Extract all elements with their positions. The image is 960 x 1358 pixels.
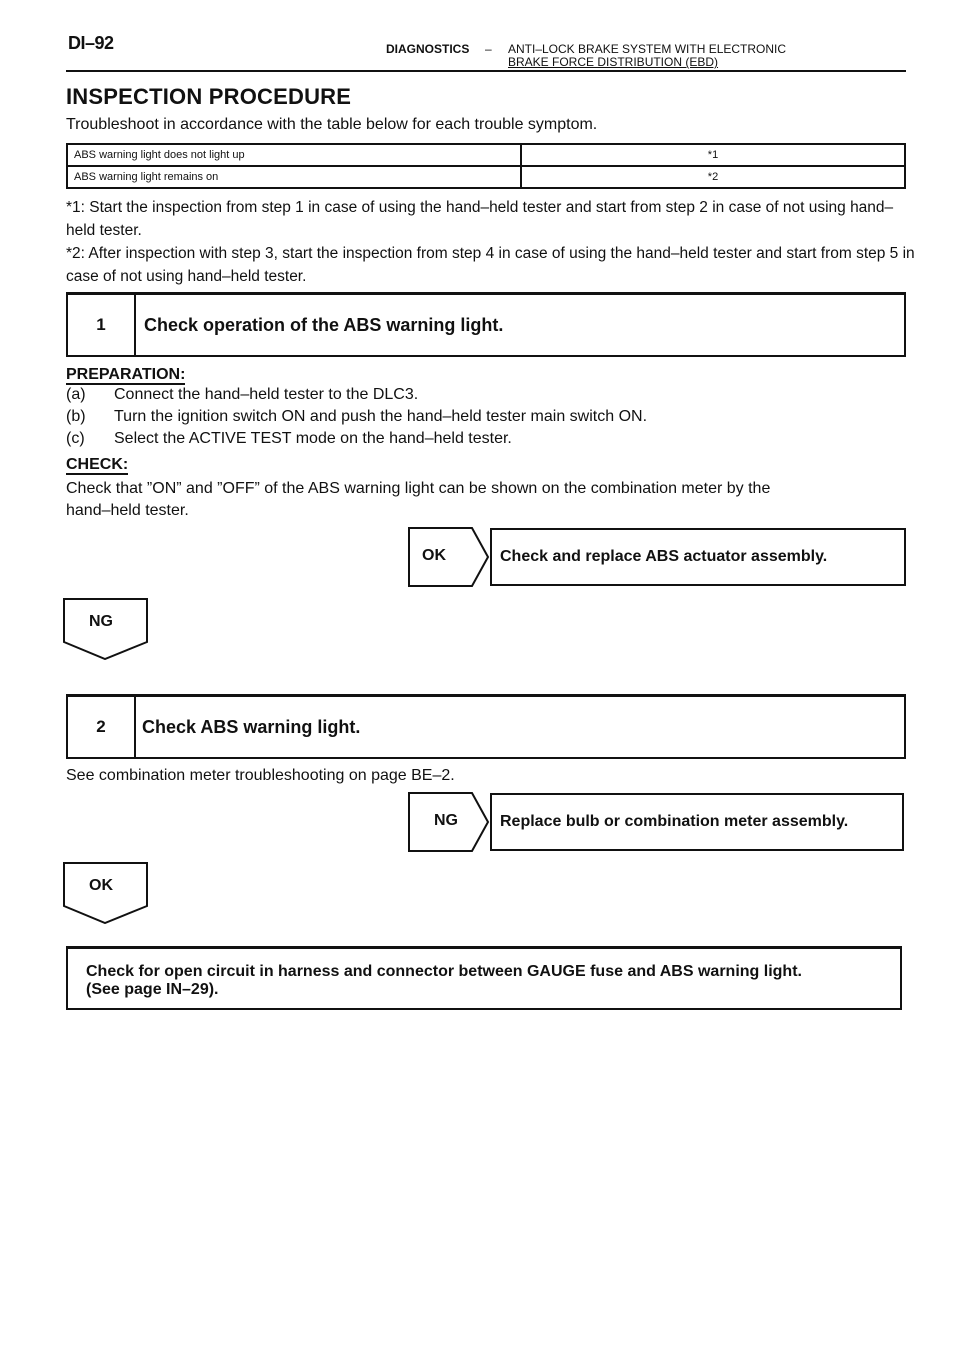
check-text-line2: hand–held tester. (66, 502, 189, 519)
step-1-ok-action: Check and replace ABS actuator assembly. (490, 528, 906, 586)
step-2-number: 2 (68, 697, 136, 757)
header-dash: – (485, 42, 492, 56)
step-1-ok-arrow (408, 527, 490, 587)
symptom-cell: ABS warning light does not light up (67, 144, 521, 166)
preparation-item: (a) Connect the hand–held tester to the DLC3. (66, 386, 419, 403)
step-1-title: Check operation of the ABS warning light. (144, 314, 504, 335)
step-2-ng-label: NG (434, 812, 458, 829)
header-title-line1: ANTI–LOCK BRAKE SYSTEM WITH ELECTRONIC (508, 42, 787, 56)
preparation-item: (c) Select the ACTIVE TEST mode on the hand–held tester. (66, 430, 512, 447)
header-title-line2: BRAKE FORCE DISTRIBUTION (EBD) (508, 55, 719, 69)
note-2: *2: After inspection with step 3, start the inspection from step 4 in case of using the hand–held tester and start from step 5 in case of not using hand–held tester. (66, 245, 915, 285)
final-action-line1: Check for open circuit in harness and connector between GAUGE fuse and ABS warning light. (86, 963, 802, 980)
table-row (67, 166, 905, 188)
symptom-cell: ABS warning light remains on (67, 166, 521, 188)
step-1-box (66, 292, 906, 357)
page-code: DI–92 (68, 33, 114, 53)
step-2-ok-arrow (63, 862, 149, 924)
step-2-reference: See combination meter troubleshooting on page BE–2. (66, 767, 455, 784)
step-2-title: Check ABS warning light. (142, 716, 361, 737)
step-1-number: 1 (68, 295, 136, 355)
step-2-box (66, 694, 906, 759)
check-heading: CHECK: (66, 456, 129, 473)
preparation-item: (b) Turn the ignition switch ON and push the hand–held tester main switch ON. (66, 408, 648, 425)
header-section: DIAGNOSTICS (386, 42, 470, 56)
final-action-box (66, 946, 902, 1010)
intro-text: Troubleshoot in accordance with the table below for each trouble symptom. (66, 116, 598, 133)
step-1-ng-label: NG (89, 613, 113, 630)
symptom-table (66, 143, 906, 189)
step-1-ng-arrow (63, 598, 149, 660)
check-text-line1: Check that ”ON” and ”OFF” of the ABS warning light can be shown on the combination meter by the (66, 480, 771, 497)
reference-cell: *1 (521, 144, 905, 166)
preparation-heading: PREPARATION: (66, 366, 186, 383)
reference-cell: *2 (521, 166, 905, 188)
arrow-right-icon (408, 527, 490, 587)
note-1: *1: Start the inspection from step 1 in case of using the hand–held tester and start from step 2 in case of not using hand–held tester. (66, 199, 894, 239)
page-title: INSPECTION PROCEDURE (66, 84, 352, 109)
step-1-ok-label: OK (422, 547, 446, 564)
table-row (67, 144, 905, 166)
header-rule (66, 70, 906, 72)
step-2-ng-action: Replace bulb or combination meter assembly. (490, 793, 904, 851)
final-action-line2: (See page IN–29). (86, 981, 219, 998)
step-2-ng-arrow (408, 792, 490, 852)
step-2-ok-label: OK (89, 877, 113, 894)
